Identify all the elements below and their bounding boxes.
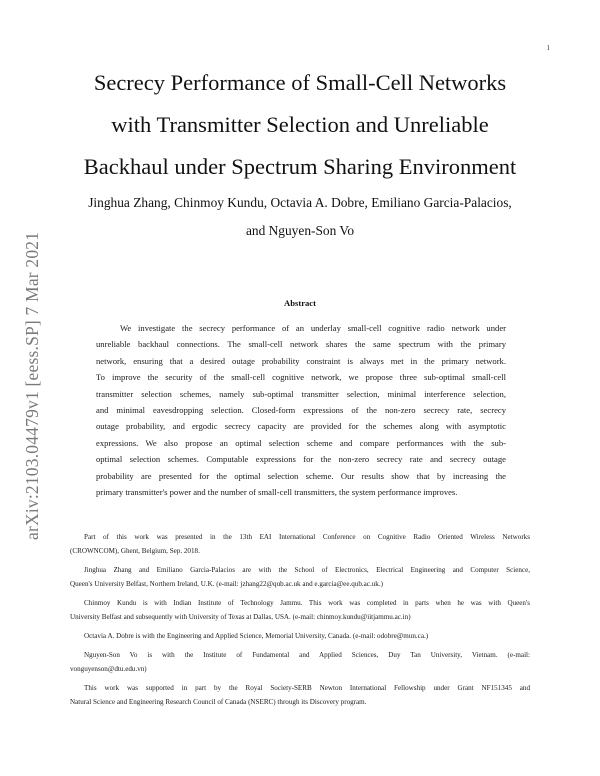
paper-title xyxy=(40,62,560,188)
abstract-line: transmitter selection schemes, namely sub-optimal transmitter selection, minimal interference selection, xyxy=(96,388,506,399)
footnote-line: This work was supported in part by the Royal Society-SERB Newton International Fellowship under Grant NF151345 and xyxy=(84,683,530,692)
abstract-line: To improve the security of the small-cell cognitive network, we propose three sub-optimal small-cell xyxy=(96,372,506,383)
footnotes xyxy=(70,530,530,714)
author-line: and Nguyen-Son Vo xyxy=(245,223,355,238)
abstract-line: and minimal eavesdropping selection. Closed-form expressions of the non-zero secrecy rate, secrecy xyxy=(96,404,506,415)
abstract-line: unreliable backhaul connections. The small-cell network shares the same spectrum with the primary xyxy=(96,339,506,350)
footnote-affiliation-vo xyxy=(70,648,530,677)
page-number: 1 xyxy=(546,44,550,52)
abstract-line: probability are presented for the optimal selection scheme. Our results show that by increasing the xyxy=(96,470,506,481)
footnote-line: Part of this work was presented in the 13th EAI International Conference on Cognitive Radio Oriented Wireless Networks xyxy=(84,533,530,541)
footnote-line: Jinghua Zhang and Emiliano Garcia-Palacios are with the School of Electronics, Electrical Engineering and Computer Science, xyxy=(84,565,530,574)
footnote-funding xyxy=(70,681,530,710)
footnote-line: Queen's University Belfast, Northern Ireland, U.K. (e-mail: jzhang22@qub.ac.uk and e.garcia@ee.qub.ac.uk.) xyxy=(70,580,383,589)
abstract-line: We investigate the secrecy performance of an underlay small-cell cognitive radio network under xyxy=(120,323,506,333)
footnote-line: Chinmoy Kundu is with Indian Institute of Technology Jammu. This work was completed in parts when he was with Queen's xyxy=(84,598,530,607)
abstract-line: expressions. We also propose an optimal selection scheme and compare performances with the sub- xyxy=(96,437,506,448)
footnote-line: University Belfast and subsequently with University of Texas at Dallas, USA. (e-mail: chinmoy.kundu@iitjammu.ac.in) xyxy=(70,613,411,622)
footnote-affiliation-kundu xyxy=(70,596,530,625)
abstract-line: network, ensuring that a desired outage probability constraint is always met in the primary network. xyxy=(96,355,506,366)
abstract-body xyxy=(96,320,506,500)
footnote-line: (CROWNCOM), Ghent, Belgium, Sep. 2018. xyxy=(70,547,200,556)
footnote-line: vonguyenson@dtu.edu.vn) xyxy=(70,664,147,673)
footnote-line: Natural Science and Engineering Research Council of Canada (NSERC) through its Discovery program. xyxy=(70,697,367,706)
footnote-affiliation-zhang-garcia xyxy=(70,563,530,592)
abstract-line: primary transmitter's power and the number of small-cell transmitters, the system performance improves. xyxy=(96,486,458,497)
abstract-line: outage probability, and ergodic secrecy capacity are provided for the schemes along with asymptotic xyxy=(96,421,506,432)
footnote-affiliation-dobre xyxy=(70,629,530,643)
title-line: with Transmitter Selection and Unreliable xyxy=(111,112,489,137)
author-list xyxy=(40,189,560,245)
arxiv-identifier-stamp[interactable]: arXiv:2103.04479v1 [eess.SP] 7 Mar 2021 xyxy=(22,231,42,540)
abstract-line: optimal selection schemes. Computable expressions for the non-zero secrecy rate and secrecy outage xyxy=(96,454,506,465)
title-line: Secrecy Performance of Small-Cell Networks xyxy=(93,70,507,95)
footnote-line: Nguyen-Son Vo is with the Institute of Fundamental and Applied Sciences, Duy Tan University, Vietnam. (e-mail: xyxy=(84,650,530,659)
footnote-line: Octavia A. Dobre is with the Engineering and Applied Science, Memorial University, Canada. (e-mail: odobre@mun.ca.) xyxy=(84,631,429,640)
abstract-heading: Abstract xyxy=(284,298,316,308)
title-line: Backhaul under Spectrum Sharing Environment xyxy=(83,154,517,179)
author-line: Jinghua Zhang, Chinmoy Kundu, Octavia A. Dobre, Emiliano Garcia-Palacios, xyxy=(88,195,512,210)
footnote-conference xyxy=(70,530,530,559)
